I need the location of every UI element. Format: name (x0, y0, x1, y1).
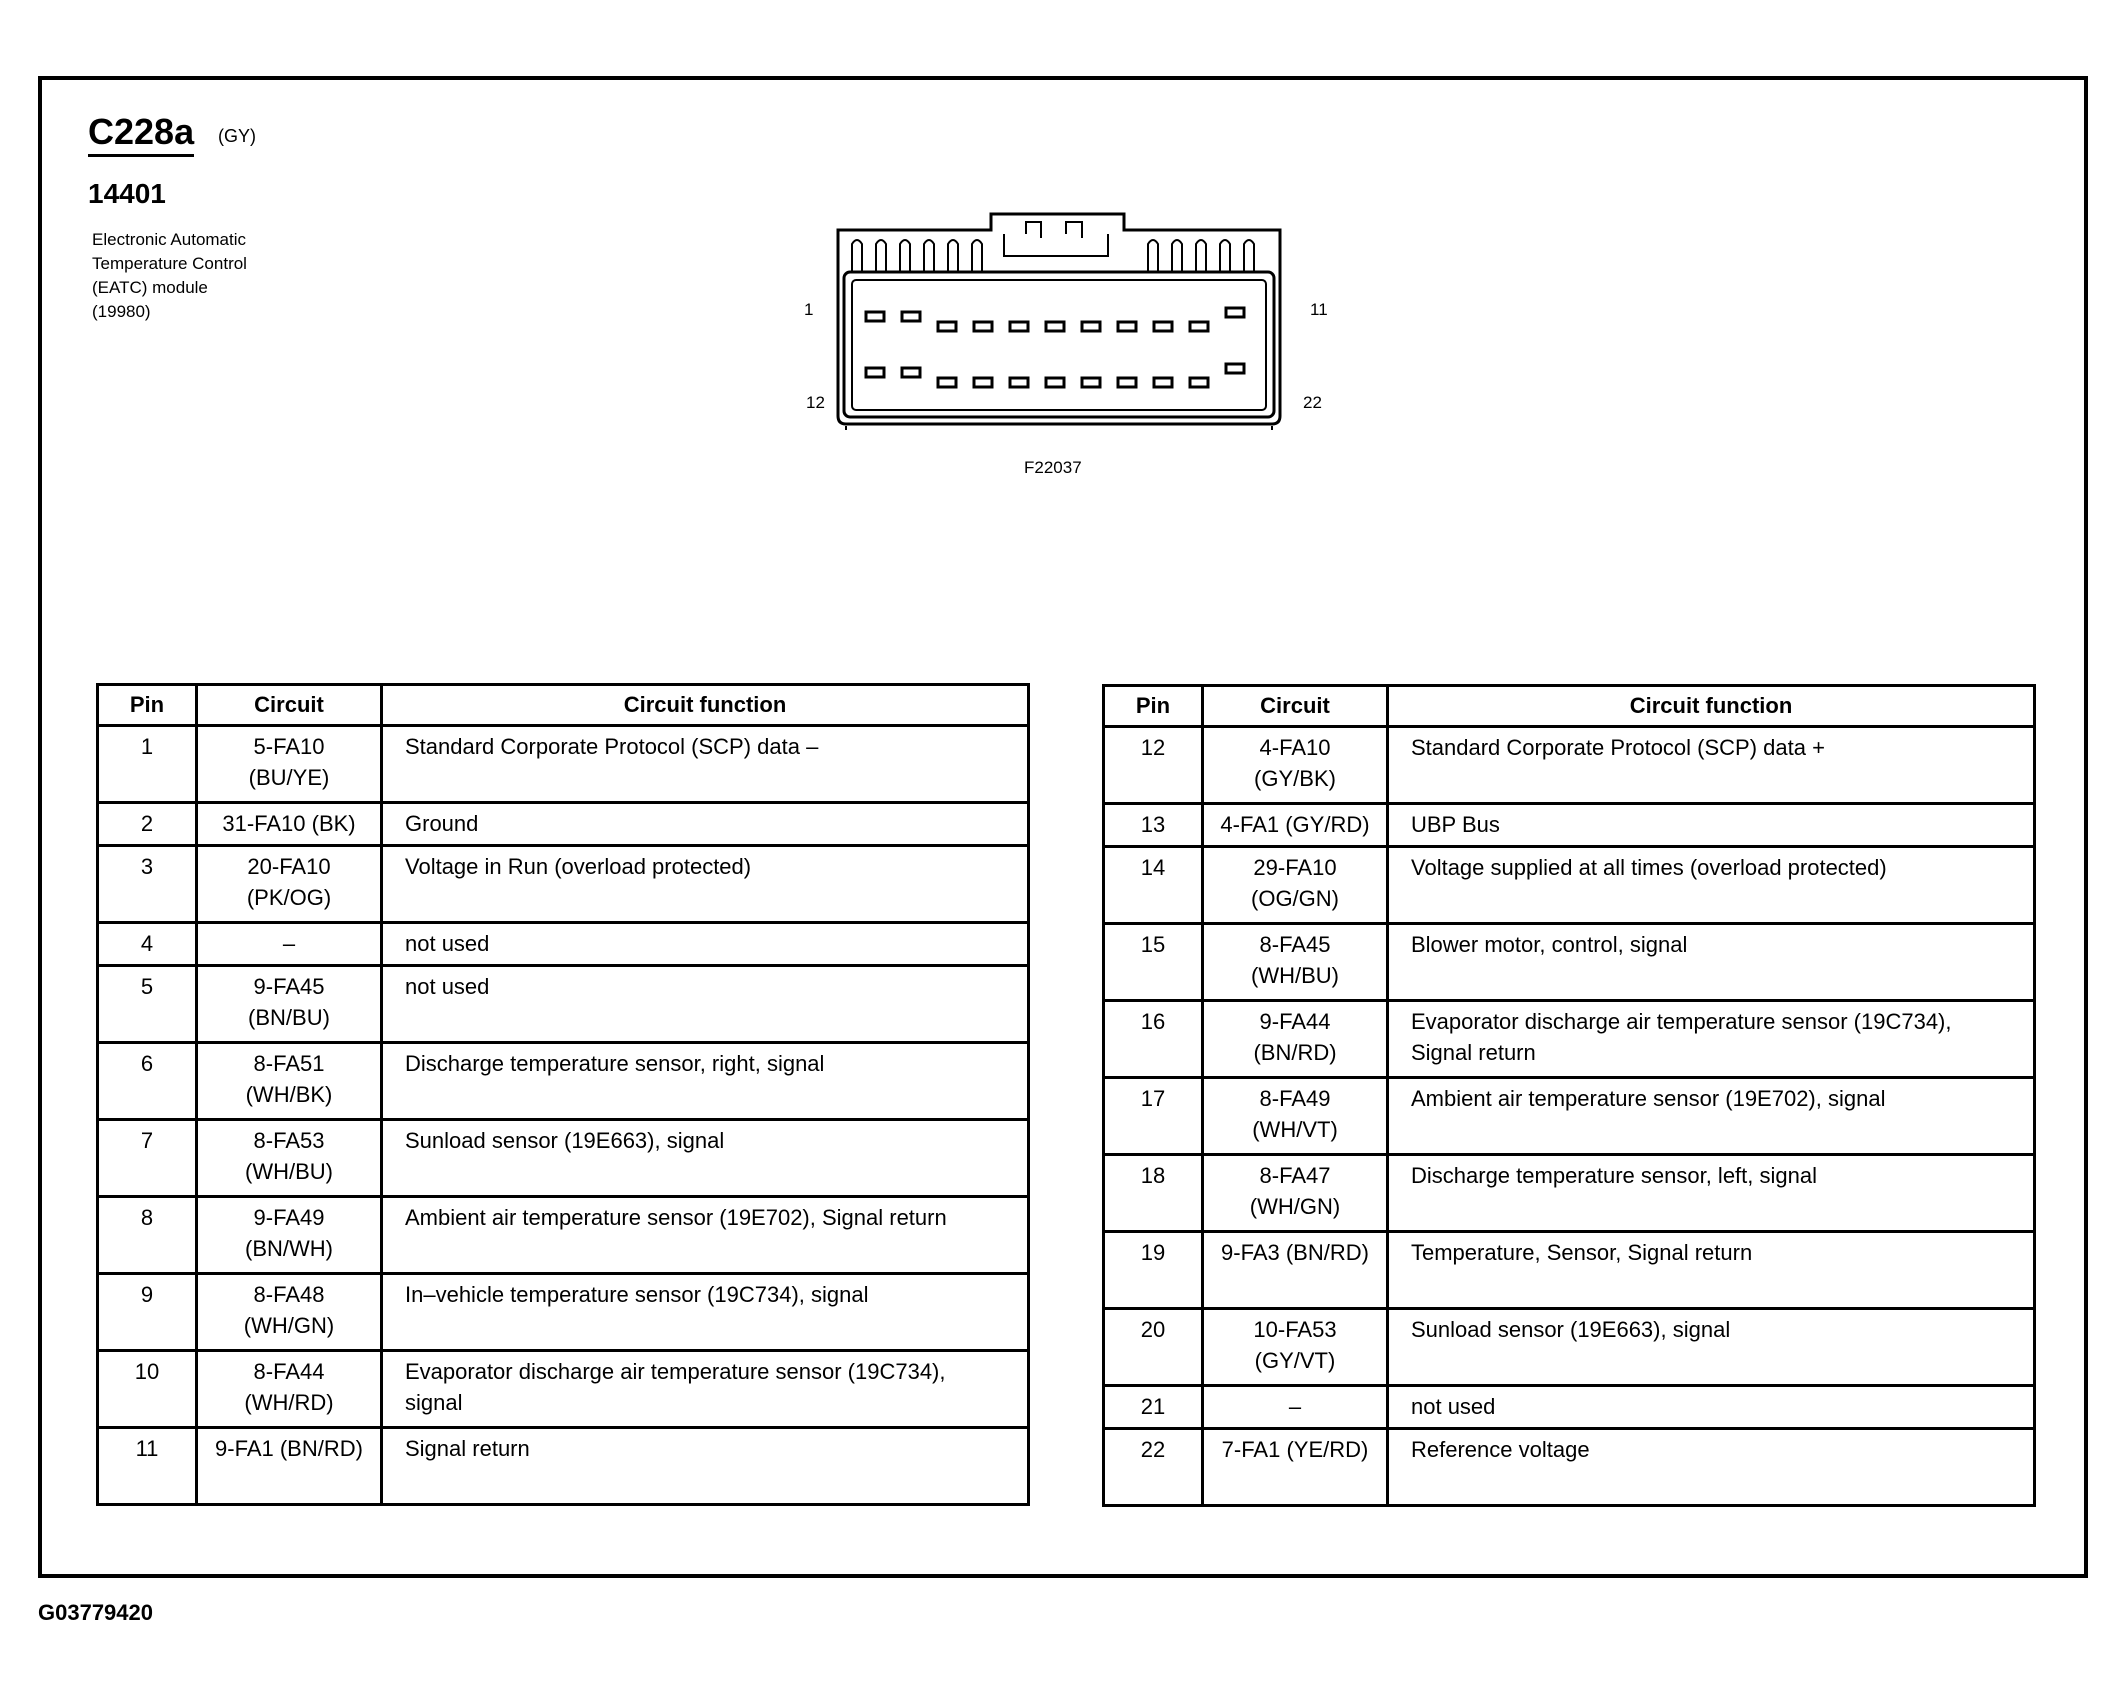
function-line: Standard Corporate Protocol (SCP) data – (405, 734, 819, 759)
table-row (98, 1351, 1029, 1428)
table-row (1104, 847, 2035, 924)
circuit-line: 8-FA45 (1259, 932, 1331, 957)
circuit-line: – (1288, 1394, 1302, 1419)
table-row (98, 1428, 1029, 1505)
circuit-line: 9-FA44 (1259, 1009, 1331, 1034)
cell-circuit (1203, 1386, 1388, 1429)
cell-circuit-function (382, 803, 1029, 846)
pin-cavity-inner (852, 280, 1266, 410)
cell-circuit-function (382, 1274, 1029, 1351)
circuit-line: (WH/BU) (1251, 963, 1339, 988)
housing-rib (972, 240, 982, 272)
pin-cavity-6 (1046, 322, 1064, 331)
function-line: Voltage supplied at all times (overload protected) (1411, 855, 1887, 880)
cell-pin: 15 (1104, 924, 1203, 1001)
housing-rib (1148, 240, 1158, 272)
circuit-line: (WH/RD) (244, 1390, 334, 1415)
circuit-line: 20-FA10 (247, 854, 331, 879)
circuit-line: 7-FA1 (YE/RD) (1221, 1437, 1369, 1462)
circuit-line: 5-FA10 (253, 734, 325, 759)
pin-cavity-1 (866, 312, 884, 321)
circuit-line: 29-FA10 (1253, 855, 1337, 880)
cell-pin: 8 (98, 1197, 197, 1274)
description-line: (19980) (92, 302, 151, 321)
header-pin: Pin (1104, 686, 1203, 727)
function-line: Temperature, Sensor, Signal return (1411, 1240, 1753, 1265)
cell-circuit-function (1388, 1309, 2035, 1386)
cell-circuit (197, 1428, 382, 1505)
cell-circuit-function (382, 1043, 1029, 1120)
pinout-table-left (96, 683, 1030, 1506)
housing-rib (1244, 240, 1254, 272)
table-row (98, 923, 1029, 966)
cell-circuit-function (382, 1120, 1029, 1197)
function-line: Evaporator discharge air temperature sensor (19C734), (1411, 1009, 1952, 1034)
cell-circuit (197, 1043, 382, 1120)
function-line: Signal return (405, 1436, 530, 1461)
table-row (1104, 1386, 2035, 1429)
circuit-line: 9-FA3 (BN/RD) (1221, 1240, 1369, 1265)
table-row (1104, 1309, 2035, 1386)
table-row (98, 803, 1029, 846)
cell-circuit (1203, 804, 1388, 847)
circuit-line: 4-FA1 (GY/RD) (1220, 812, 1370, 837)
table-row (1104, 1155, 2035, 1232)
function-line: Evaporator discharge air temperature sensor (19C734), (405, 1359, 946, 1384)
table-row (1104, 924, 2035, 1001)
header-circuit-function: Circuit function (1388, 686, 2035, 727)
cell-pin: 6 (98, 1043, 197, 1120)
pin-cavity-8 (1118, 322, 1136, 331)
function-line: Sunload sensor (19E663), signal (1411, 1317, 1731, 1342)
pin-label-11: 11 (1310, 300, 1328, 319)
cell-circuit-function (1388, 924, 2035, 1001)
cell-circuit-function (1388, 804, 2035, 847)
pin-cavity-22 (1226, 364, 1244, 373)
description-line: Electronic Automatic (92, 230, 247, 249)
connector-color: (GY) (218, 126, 256, 146)
cell-circuit-function (382, 1428, 1029, 1505)
function-line: UBP Bus (1411, 812, 1500, 837)
pin-label-12: 12 (806, 393, 825, 412)
cell-pin: 13 (1104, 804, 1203, 847)
cell-pin: 5 (98, 966, 197, 1043)
circuit-line: 9-FA49 (253, 1205, 325, 1230)
table-row (1104, 727, 2035, 804)
cell-pin: 20 (1104, 1309, 1203, 1386)
function-line: Sunload sensor (19E663), signal (405, 1128, 725, 1153)
cell-circuit (1203, 1001, 1388, 1078)
function-line: not used (1411, 1394, 1496, 1419)
cell-circuit-function (382, 726, 1029, 803)
cell-circuit-function (382, 966, 1029, 1043)
cell-pin: 3 (98, 846, 197, 923)
cell-pin: 14 (1104, 847, 1203, 924)
cell-circuit (1203, 1429, 1388, 1506)
function-line: Reference voltage (1411, 1437, 1590, 1462)
circuit-line: 4-FA10 (1259, 735, 1331, 760)
table-row (1104, 1078, 2035, 1155)
cell-circuit (197, 1120, 382, 1197)
cell-pin: 11 (98, 1428, 197, 1505)
pin-cavity-18 (1082, 378, 1100, 387)
function-line: Ground (405, 811, 479, 836)
circuit-line: 8-FA44 (253, 1359, 325, 1384)
table-row (1104, 1001, 2035, 1078)
cell-pin: 12 (1104, 727, 1203, 804)
cell-circuit (1203, 727, 1388, 804)
pin-cavity-13 (902, 368, 920, 377)
cell-pin: 2 (98, 803, 197, 846)
circuit-line: 10-FA53 (1253, 1317, 1337, 1342)
header-circuit-function: Circuit function (382, 685, 1029, 726)
pin-cavity-17 (1046, 378, 1064, 387)
table-row (98, 1043, 1029, 1120)
cell-pin: 7 (98, 1120, 197, 1197)
cell-circuit (197, 923, 382, 966)
cell-pin: 10 (98, 1351, 197, 1428)
cell-pin: 22 (1104, 1429, 1203, 1506)
housing-rib (1196, 240, 1206, 272)
pin-label-1: 1 (804, 300, 814, 319)
housing-rib (1220, 240, 1230, 272)
circuit-line: 9-FA1 (BN/RD) (215, 1436, 363, 1461)
circuit-line: (WH/GN) (1249, 1194, 1341, 1219)
circuit-line: (WH/BK) (245, 1082, 333, 1107)
cell-circuit (197, 846, 382, 923)
function-line: Discharge temperature sensor, right, signal (405, 1051, 825, 1076)
pin-cavity-20 (1154, 378, 1172, 387)
cell-circuit-function (1388, 1078, 2035, 1155)
cell-circuit (1203, 1078, 1388, 1155)
cell-circuit (1203, 924, 1388, 1001)
cell-circuit-function (1388, 1155, 2035, 1232)
circuit-line: 8-FA49 (1259, 1086, 1331, 1111)
housing-lip (846, 426, 1272, 430)
function-line: Blower motor, control, signal (1411, 932, 1688, 957)
table-row (98, 1274, 1029, 1351)
cell-circuit-function (1388, 1232, 2035, 1309)
pinout-table-right (1102, 684, 2036, 1507)
pin-cavity-12 (866, 368, 884, 377)
cell-circuit-function (1388, 1429, 2035, 1506)
cell-circuit (197, 1197, 382, 1274)
pin-cavity (844, 272, 1274, 417)
cell-circuit-function (382, 1351, 1029, 1428)
pin-cavity-10 (1190, 322, 1208, 331)
function-line: not used (405, 974, 490, 999)
pin-cavity-3 (938, 322, 956, 331)
header-circuit: Circuit (197, 685, 382, 726)
cell-circuit (1203, 1309, 1388, 1386)
description-line: Temperature Control (92, 254, 247, 273)
circuit-line: (GY/VT) (1254, 1348, 1336, 1373)
cell-circuit (197, 726, 382, 803)
cell-pin: 9 (98, 1274, 197, 1351)
circuit-line: (WH/VT) (1252, 1117, 1338, 1142)
pin-cavity-15 (974, 378, 992, 387)
cell-circuit-function (1388, 727, 2035, 804)
cell-circuit (197, 966, 382, 1043)
latch (1004, 222, 1108, 256)
function-line: Signal return (1411, 1040, 1536, 1065)
table-row (98, 966, 1029, 1043)
function-line: Standard Corporate Protocol (SCP) data + (1411, 735, 1825, 760)
housing-outline (838, 214, 1280, 424)
pin-cavity-5 (1010, 322, 1028, 331)
cell-circuit-function (1388, 1001, 2035, 1078)
cell-pin: 16 (1104, 1001, 1203, 1078)
pin-cavity-4 (974, 322, 992, 331)
circuit-line: – (282, 931, 296, 956)
cell-circuit-function (382, 846, 1029, 923)
pin-cavity-19 (1118, 378, 1136, 387)
function-line: signal (405, 1390, 463, 1415)
cell-circuit (197, 803, 382, 846)
function-line: not used (405, 931, 490, 956)
circuit-line: 8-FA47 (1259, 1163, 1331, 1188)
cell-pin: 17 (1104, 1078, 1203, 1155)
table-row (98, 1120, 1029, 1197)
function-line: Voltage in Run (overload protected) (405, 854, 752, 879)
table-row (98, 726, 1029, 803)
function-line: Ambient air temperature sensor (19E702), Signal return (405, 1205, 947, 1230)
table-row (1104, 1232, 2035, 1309)
housing-rib (900, 240, 910, 272)
figure-code: F22037 (1024, 458, 1082, 477)
housing-rib (1172, 240, 1182, 272)
table-row (98, 846, 1029, 923)
circuit-line: 31-FA10 (BK) (222, 811, 356, 836)
cell-circuit-function (1388, 1386, 2035, 1429)
cell-pin: 18 (1104, 1155, 1203, 1232)
function-line: Ambient air temperature sensor (19E702), signal (1411, 1086, 1886, 1111)
connector-id: C228a (88, 112, 194, 157)
pin-cavity-9 (1154, 322, 1172, 331)
circuit-line: 8-FA53 (253, 1128, 325, 1153)
cell-circuit-function (1388, 847, 2035, 924)
housing-rib (948, 240, 958, 272)
circuit-line: 9-FA45 (253, 974, 325, 999)
part-number: 14401 (88, 178, 166, 209)
circuit-line: 8-FA51 (253, 1051, 325, 1076)
housing-rib (924, 240, 934, 272)
circuit-line: (BU/YE) (248, 765, 330, 790)
circuit-line: (PK/OG) (246, 885, 332, 910)
pin-cavity-21 (1190, 378, 1208, 387)
cell-circuit (197, 1274, 382, 1351)
function-line: In–vehicle temperature sensor (19C734), signal (405, 1282, 869, 1307)
table-row (1104, 1429, 2035, 1506)
housing-rib (876, 240, 886, 272)
circuit-line: (BN/WH) (245, 1236, 333, 1261)
cell-pin: 19 (1104, 1232, 1203, 1309)
cell-circuit (1203, 847, 1388, 924)
pin-cavity-16 (1010, 378, 1028, 387)
housing-rib (852, 240, 862, 272)
cell-circuit (1203, 1232, 1388, 1309)
description-line: (EATC) module (92, 278, 208, 297)
circuit-line: (WH/GN) (243, 1313, 335, 1338)
connector-face-diagram (826, 210, 1286, 430)
function-line: Discharge temperature sensor, left, signal (1411, 1163, 1817, 1188)
header-pin: Pin (98, 685, 197, 726)
pin-cavity-11 (1226, 308, 1244, 317)
pin-cavity-2 (902, 312, 920, 321)
cell-circuit-function (382, 1197, 1029, 1274)
table-row (1104, 804, 2035, 847)
graphic-code: G03779420 (38, 1600, 153, 1625)
cell-circuit (1203, 1155, 1388, 1232)
cell-circuit (197, 1351, 382, 1428)
circuit-line: (BN/BU) (248, 1005, 330, 1030)
circuit-line: 8-FA48 (253, 1282, 325, 1307)
table-row (98, 1197, 1029, 1274)
circuit-line: (OG/GN) (1251, 886, 1339, 911)
cell-pin: 21 (1104, 1386, 1203, 1429)
pin-label-22: 22 (1303, 393, 1322, 412)
pin-cavity-14 (938, 378, 956, 387)
cell-pin: 1 (98, 726, 197, 803)
header-circuit: Circuit (1203, 686, 1388, 727)
cell-circuit-function (382, 923, 1029, 966)
module-description (92, 228, 247, 324)
pin-cavity-7 (1082, 322, 1100, 331)
circuit-line: (BN/RD) (1253, 1040, 1337, 1065)
cell-pin: 4 (98, 923, 197, 966)
circuit-line: (GY/BK) (1254, 766, 1336, 791)
circuit-line: (WH/BU) (245, 1159, 333, 1184)
